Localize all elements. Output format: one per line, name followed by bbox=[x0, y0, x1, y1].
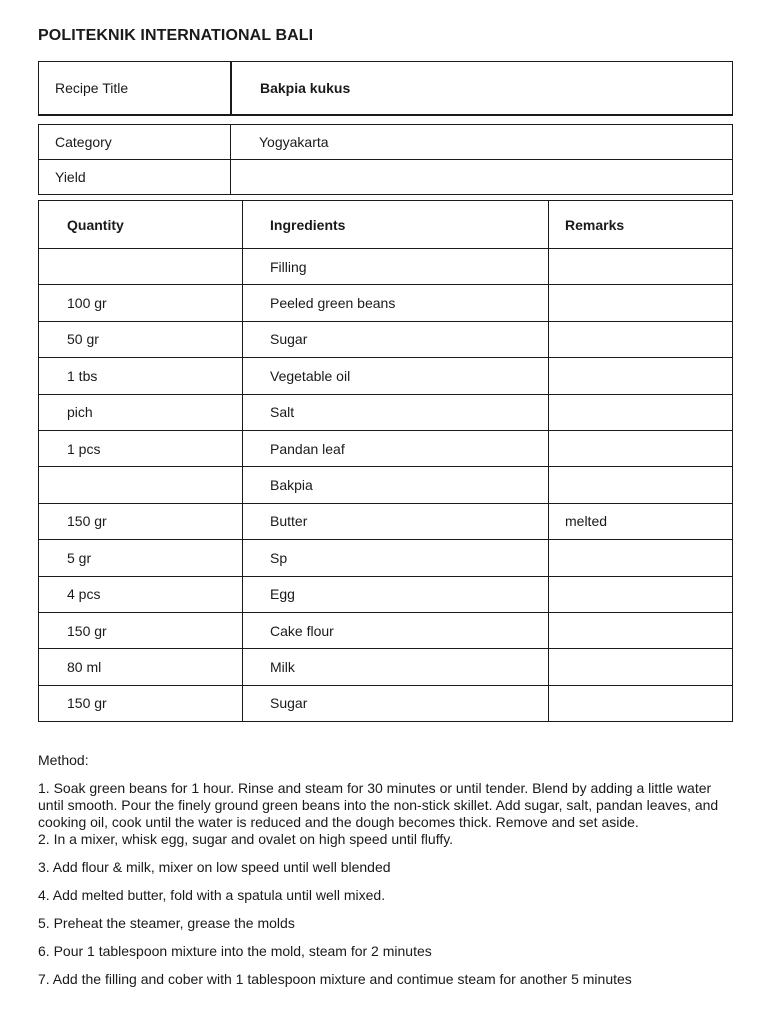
method-step: 1. Soak green beans for 1 hour. Rinse and steam for 30 minutes or until tender. Blend by adding a little water until smooth. Pour the finely ground green beans into the non-stick skillet. Add sugar, salt, pandan leaves, and cooking oil, cook until the water is reduced and the dough becomes thick. Remove and set aside. bbox=[38, 780, 719, 830]
method-step: 4. Add melted butter, fold with a spatula until well mixed. bbox=[38, 887, 386, 903]
recipe-title-value: Bakpia kukus bbox=[231, 62, 733, 116]
method-step: 3. Add flour & milk, mixer on low speed until well blended bbox=[38, 859, 391, 875]
ingredients-header: Ingredients bbox=[243, 201, 549, 249]
recipe-title-label: Recipe Title bbox=[39, 62, 232, 116]
ingredient-cell: Sugar bbox=[243, 321, 549, 357]
remarks-cell bbox=[549, 321, 733, 357]
quantity-cell: 100 gr bbox=[39, 285, 243, 321]
school-name: POLITEKNIK INTERNATIONAL BALI bbox=[38, 27, 314, 44]
ingredient-cell: Sugar bbox=[243, 685, 549, 721]
quantity-cell: pich bbox=[39, 394, 243, 430]
category-value: Yogyakarta bbox=[231, 125, 733, 160]
quantity-cell: 5 gr bbox=[39, 540, 243, 576]
method-label: Method: bbox=[38, 752, 89, 768]
method-section bbox=[38, 752, 738, 999]
ingredient-cell: Milk bbox=[243, 649, 549, 685]
quantity-cell: 150 gr bbox=[39, 685, 243, 721]
method-step: 7. Add the filling and cober with 1 tablespoon mixture and contimue steam for another 5 minutes bbox=[38, 971, 632, 987]
remarks-cell bbox=[549, 576, 733, 612]
quantity-cell: 150 gr bbox=[39, 612, 243, 648]
ingredients-table bbox=[38, 200, 733, 722]
remarks-cell bbox=[549, 358, 733, 394]
remarks-cell bbox=[549, 612, 733, 648]
yield-value bbox=[231, 160, 733, 195]
category-label: Category bbox=[39, 125, 231, 160]
table-row bbox=[39, 430, 733, 466]
category-row bbox=[39, 125, 733, 160]
method-step: 6. Pour 1 tablespoon mixture into the mold, steam for 2 minutes bbox=[38, 943, 432, 959]
table-row bbox=[39, 503, 733, 539]
quantity-header: Quantity bbox=[39, 201, 243, 249]
quantity-cell: 4 pcs bbox=[39, 576, 243, 612]
remarks-cell bbox=[549, 394, 733, 430]
table-row bbox=[39, 576, 733, 612]
ingredient-cell: Pandan leaf bbox=[243, 430, 549, 466]
quantity-cell: 1 pcs bbox=[39, 430, 243, 466]
method-step: 5. Preheat the steamer, grease the molds bbox=[38, 915, 295, 931]
yield-label: Yield bbox=[39, 160, 231, 195]
table-header-row bbox=[39, 201, 733, 249]
ingredient-cell: Filling bbox=[243, 249, 549, 285]
table-row bbox=[39, 394, 733, 430]
remarks-cell bbox=[549, 285, 733, 321]
remarks-cell bbox=[549, 540, 733, 576]
remarks-cell bbox=[549, 467, 733, 503]
remarks-cell bbox=[549, 249, 733, 285]
table-row bbox=[39, 612, 733, 648]
recipe-info-table bbox=[38, 124, 733, 195]
quantity-cell bbox=[39, 467, 243, 503]
table-row bbox=[39, 285, 733, 321]
ingredient-cell: Cake flour bbox=[243, 612, 549, 648]
remarks-header: Remarks bbox=[549, 201, 733, 249]
ingredient-cell: Salt bbox=[243, 394, 549, 430]
table-row bbox=[39, 467, 733, 503]
ingredient-cell: Peeled green beans bbox=[243, 285, 549, 321]
quantity-cell: 150 gr bbox=[39, 503, 243, 539]
remarks-cell bbox=[549, 685, 733, 721]
table-row bbox=[39, 321, 733, 357]
ingredient-cell: Egg bbox=[243, 576, 549, 612]
ingredient-cell: Butter bbox=[243, 503, 549, 539]
recipe-title-row bbox=[39, 62, 733, 116]
remarks-cell bbox=[549, 430, 733, 466]
table-row bbox=[39, 249, 733, 285]
method-step: 2. In a mixer, whisk egg, sugar and ovalet on high speed until fluffy. bbox=[38, 831, 454, 847]
yield-row bbox=[39, 160, 733, 195]
table-row bbox=[39, 685, 733, 721]
table-row bbox=[39, 540, 733, 576]
quantity-cell: 80 ml bbox=[39, 649, 243, 685]
ingredient-cell: Sp bbox=[243, 540, 549, 576]
ingredient-cell: Vegetable oil bbox=[243, 358, 549, 394]
remarks-cell: melted bbox=[549, 503, 733, 539]
ingredient-cell: Bakpia bbox=[243, 467, 549, 503]
quantity-cell bbox=[39, 249, 243, 285]
quantity-cell: 1 tbs bbox=[39, 358, 243, 394]
recipe-title-table bbox=[38, 61, 733, 116]
table-row bbox=[39, 358, 733, 394]
table-row bbox=[39, 649, 733, 685]
quantity-cell: 50 gr bbox=[39, 321, 243, 357]
remarks-cell bbox=[549, 649, 733, 685]
